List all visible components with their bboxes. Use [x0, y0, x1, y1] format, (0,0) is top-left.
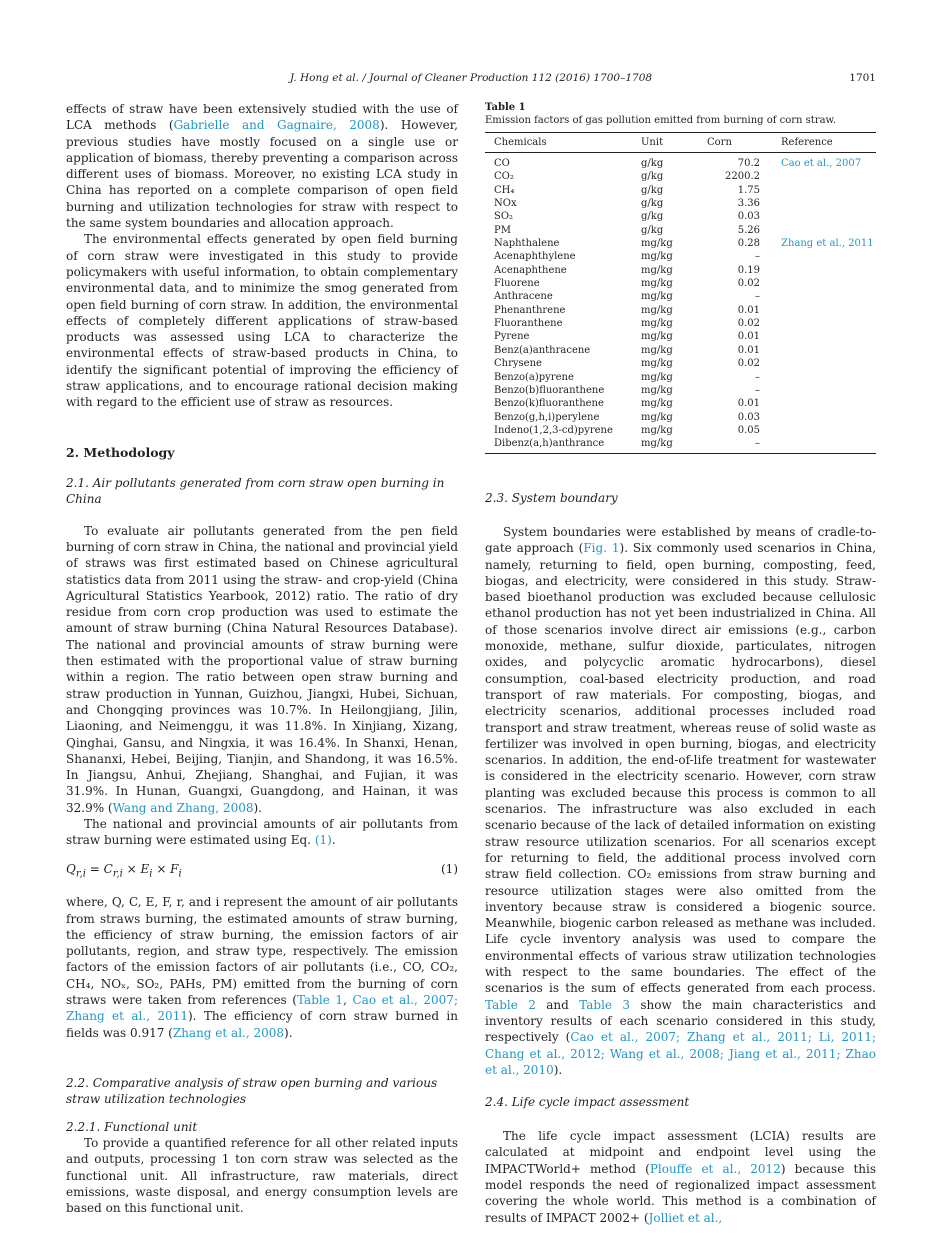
cell-unit: mg/kg	[641, 251, 673, 263]
cell-corn: 3.36	[737, 198, 760, 210]
cell-reference	[772, 384, 876, 397]
cell-corn: 0.01	[737, 304, 760, 316]
cell-reference	[772, 357, 876, 370]
cell-corn: 70.2	[737, 158, 760, 169]
cell-reference[interactable]: Cao et al., 2007	[781, 158, 862, 169]
cell-corn: 0.28	[737, 238, 760, 250]
section-heading: 2. Methodology	[66, 444, 175, 460]
citation-link[interactable]: Gabrielle and Gagnaire, 2008	[173, 118, 380, 133]
cell-reference	[772, 224, 876, 237]
cell-unit: g/kg	[641, 211, 664, 223]
paragraph: The national and provincial amounts of air pollutants from straw burning were estimated using Eq. (1).	[66, 816, 458, 848]
table-row	[485, 344, 876, 357]
equation-number: (1)	[441, 861, 458, 876]
table-row	[485, 397, 876, 410]
table-row	[485, 153, 876, 171]
table-title: Table 1	[485, 102, 526, 113]
cell-corn: 0.03	[737, 211, 760, 223]
cell-chemical: PM	[494, 224, 511, 236]
cell-reference	[772, 264, 876, 277]
cell-unit: g/kg	[641, 158, 664, 169]
journal-citation: J. Hong et al. / Journal of Cleaner Production 112 (2016) 1700–1708	[289, 72, 653, 84]
emission-factors-table	[485, 132, 876, 454]
cell-chemical: CO	[494, 158, 510, 169]
table-row	[485, 317, 876, 330]
table-row	[485, 357, 876, 370]
cell-unit: mg/kg	[641, 398, 673, 410]
cell-unit: g/kg	[641, 224, 664, 236]
cell-reference	[772, 170, 876, 183]
cell-corn: –	[755, 291, 760, 303]
table-row	[485, 197, 876, 210]
citation-link[interactable]: Wang and Zhang, 2008	[112, 800, 254, 815]
table-row	[485, 330, 876, 343]
table-caption: Emission factors of gas pollution emitted from burning of corn straw.	[485, 115, 837, 126]
cell-unit: mg/kg	[641, 424, 673, 436]
table-row	[485, 384, 876, 397]
table-row	[485, 184, 876, 197]
cell-corn: –	[698, 437, 772, 453]
cell-chemical: Benzo(a)pyrene	[494, 371, 574, 383]
cell-corn: 0.19	[737, 264, 760, 276]
cell-reference	[772, 317, 876, 330]
paragraph: where, Q, C, E, F, r, and i represent the amount of air pollutants from straws burning, the estimated amounts of straw burning, the efficiency of straw burning, the emission factors of air pollutants, region, and straw type, respectively. The emission factors of the emission factors of air pollutants (i.e., CO, CO₂, CH₄, NOₓ, SO₂, PAHs, PM) emitted from the burning of corn straws were taken from references (Table 1, Cao et al., 2007; Zhang et al., 2011). The efficiency of corn straw burned in fields was 0.917 (Zhang et al., 2008).	[66, 895, 458, 1040]
cell-unit: g/kg	[641, 184, 664, 196]
cell-reference	[772, 184, 876, 197]
subsection-heading: 2.4. Life cycle impact assessment	[485, 1095, 690, 1110]
cell-reference[interactable]: Zhang et al., 2011	[781, 238, 874, 250]
cell-reference	[772, 411, 876, 424]
cell-chemical: Dibenz(a,h)anthrance	[485, 437, 632, 453]
cell-corn: –	[755, 251, 760, 263]
cell-corn: 0.01	[737, 344, 760, 356]
cell-chemical: Benzo(b)fluoranthene	[494, 384, 605, 396]
table-row	[485, 224, 876, 237]
table-row	[485, 437, 876, 453]
paragraph: To evaluate air pollutants generated from the pen field burning of corn straw in China, the national and provincial yield of straws was first estimated based on Chinese agricultural statistics data from 2011 using the straw- and crop-yield (China Agricultural Statistics Yearbook, 2012) ratio. The ratio of dry residue from corn crop production was used to estimate the amount of straw burning (China Natural Resources Database). The national and provincial amounts of straw burning were then estimated with the proportional value of straw burning within a region. The ratio between open straw burning and straw production in Yunnan, Guizhou, Jiangxi, Hubei, Sichuan, and Chongqing provinces was 10.7%. In Heilongjiang, Jilin, Liaoning, and Neimenggu, it was 11.8%. In Xinjiang, Xizang, Qinghai, Gansu, and Ningxia, it was 16.4%. In Shanxi, Henan, Shananxi, Hebei, Beijing, Tianjin, and Shandong, it was 16.5%. In Jiangsu, Anhui, Zhejiang, Shanghai, and Fujian, it was 31.9%. In Hunan, Guangxi, Guangdong, and Hainan, it was 32.9% (Wang and Zhang, 2008).	[66, 523, 458, 815]
page-number: 1701	[849, 72, 876, 84]
cell-chemical: Anthracene	[494, 291, 553, 303]
paragraph: System boundaries were established by means of cradle-to-gate approach (Fig. 1). Six commonly used scenarios in China, namely, returning to field, open burning, composting, feed, biogas, and electricity, were considered in this study. Straw-based bioethanol production was excluded because cellulosic ethanol production has not yet been industrialized in China. All of those scenarios involve direct air emissions (e.g., carbon monoxide, methane, sulfur dioxide, particulates, nitrogen oxides, and polycyclic aromatic hydrocarbons), diesel consumption, coal-based electricity production, and road transport of raw materials. For composting, biogas, and electricity scenarios, additional processes included road transport and straw treatment, whereas reuse of solid waste as fertilizer was involved in open burning, biogas, and electricity scenarios. In addition, the end-of-life treatment for wastewater is considered in the electricity scenario. However, corn straw planting was excluded because this process is common to all scenarios. The infrastructure was also excluded in each scenario because of the lack of detailed information on existing straw resource utilization scenarios. For all scenarios except for returning to field, the additional process involved corn straw field collection. CO₂ emissions from straw burning and resource utilization stages were also omitted from the inventory because straw is considered a biogenic source. Meanwhile, biogenic carbon released as methane was included. Life cycle inventory analysis was used to compare the environmental effects of various straw utilization technologies with respect to the same boundaries. The effect of the scenarios is the sum of effects generated from each process. Table 2 and Table 3 show the main characteristics and inventory results of each scenario considered in this study, respectively (Cao et al., 2007; Zhang et al., 2011; Li, 2011; Chang et al., 2012; Wang et al., 2008; Jiang et al., 2011; Zhao et al., 2010).	[485, 525, 877, 1077]
cell-chemical: Naphthalene	[494, 238, 560, 250]
cell-corn: 0.02	[737, 278, 760, 290]
subsubsection-heading: 2.2.1. Functional unit	[66, 1119, 198, 1134]
paragraph: The life cycle impact assessment (LCIA) results are calculated at midpoint and endpoint level using the IMPACTWorld+ method (Plouffe et al., 2012) because this model responds the need of regionalized impact assessment covering the whole world. This method is a combination of results of IMPACT 2002+ (Jolliet et al.,	[485, 1129, 876, 1225]
subsection-heading: 2.1. Air pollutants generated from corn straw open burning in China	[66, 475, 445, 506]
table-1	[485, 101, 876, 454]
table-row	[485, 264, 876, 277]
cell-chemical: Fluorene	[494, 278, 540, 290]
table-row	[485, 424, 876, 437]
equation-link[interactable]: (1)	[314, 833, 332, 848]
paragraph: effects of straw have been extensively studied with the use of LCA methods (Gabrielle and Gagnaire, 2008). However, previous studies have mostly focused on a single use or application of biomass, thereby preventing a comparison across different uses of biomass. Moreover, no existing LCA study in China has reported on a complete comparison of open field burning and utilization technologies for straw with respect to the same system boundaries and allocation approach.	[66, 102, 458, 231]
cell-reference	[772, 197, 876, 210]
cell-reference	[772, 397, 876, 410]
cell-reference	[772, 290, 876, 303]
citation-link[interactable]: Cao et al., 2007; Zhang et al., 2011; Li, 2011; Chang et al., 2012; Wang et al., 2008; Jiang et al., 2011; Zhao et al., 2010	[485, 1030, 876, 1077]
column-header: Chemicals	[485, 133, 632, 153]
cell-reference	[772, 330, 876, 343]
cell-unit: g/kg	[641, 198, 664, 210]
cell-unit: mg/kg	[641, 291, 673, 303]
table-row	[485, 210, 876, 223]
citation-link[interactable]: Cao et al., 2007; Zhang et al., 2011	[66, 993, 458, 1024]
table-link[interactable]: Table 3	[579, 997, 631, 1012]
table-row	[485, 411, 876, 424]
cell-chemical: CH₄	[494, 184, 515, 196]
paragraph: The environmental effects generated by open field burning of corn straw were investigated in this study to provide policymakers with useful information, to obtain complementary environmental data, and to minimize the smog generated from open field burning of corn straw. In addition, the environmental effects of completely different applications of straw-based products was assessed using LCA to characterize the environmental effects of straw-based products in China, to identify the significant potential of improving the efficiency of straw applications, and to encourage rational decision making with regard to the efficient use of straw as resources.	[66, 232, 458, 410]
table-row	[485, 170, 876, 183]
cell-chemical: Fluoranthene	[494, 318, 563, 330]
cell-reference	[772, 277, 876, 290]
table-row	[485, 304, 876, 317]
cell-corn: 2200.2	[725, 171, 760, 183]
cell-chemical: Benzo(g,h,i)perylene	[494, 411, 600, 423]
cell-unit: mg/kg	[641, 278, 673, 290]
cell-chemical: Phenanthrene	[494, 304, 566, 316]
cell-reference	[772, 424, 876, 437]
column-header: Unit	[632, 133, 698, 153]
cell-unit: mg/kg	[632, 437, 698, 453]
cell-chemical: Chrysene	[494, 358, 542, 370]
cell-unit: mg/kg	[641, 264, 673, 276]
cell-chemical: CO₂	[494, 171, 514, 183]
cell-unit: mg/kg	[641, 358, 673, 370]
cell-reference	[772, 304, 876, 317]
column-header: Corn	[698, 133, 772, 153]
cell-unit: mg/kg	[641, 331, 673, 343]
equation-formula: $Q_{r,i} = C_{r,i} \times E_i \times F_i$	[66, 861, 182, 879]
table-row	[485, 250, 876, 263]
cell-chemical: Pyrene	[494, 331, 530, 343]
cell-reference	[772, 250, 876, 263]
cell-reference	[772, 344, 876, 357]
cell-unit: mg/kg	[641, 304, 673, 316]
cell-corn: 0.01	[737, 398, 760, 410]
subsection-heading: 2.2. Comparative analysis of straw open burning and various straw utilization technologies	[66, 1075, 438, 1106]
table-row	[485, 277, 876, 290]
cell-corn: 0.05	[737, 424, 760, 436]
cell-unit: mg/kg	[641, 344, 673, 356]
cell-reference	[772, 437, 876, 453]
citation-link[interactable]: Zhang et al., 2008	[172, 1025, 285, 1040]
cell-corn: 0.01	[737, 331, 760, 343]
cell-corn: 1.75	[737, 184, 760, 196]
cell-unit: mg/kg	[641, 318, 673, 330]
cell-unit: mg/kg	[641, 384, 673, 396]
table-row	[485, 290, 876, 303]
cell-unit: mg/kg	[641, 238, 673, 250]
equation-1	[66, 861, 458, 883]
citation-link[interactable]: Jolliet et al.,	[648, 1210, 723, 1225]
cell-chemical: Benzo(k)fluoranthene	[494, 398, 604, 410]
table-body	[485, 153, 876, 454]
table-header-row	[485, 133, 876, 153]
cell-reference	[772, 371, 876, 384]
figure-link[interactable]: Fig. 1	[583, 541, 620, 556]
cell-unit: g/kg	[641, 171, 664, 183]
left-column	[66, 101, 458, 1216]
cell-chemical: Acenaphthene	[494, 264, 567, 276]
cell-chemical: SO₂	[494, 211, 514, 223]
cell-corn: 5.26	[737, 224, 760, 236]
column-header: Reference	[772, 133, 876, 153]
cell-chemical: Benz(a)anthracene	[494, 344, 591, 356]
table-row	[485, 237, 876, 250]
cell-unit: mg/kg	[641, 371, 673, 383]
cell-chemical: Indeno(1,2,3-cd)pyrene	[494, 424, 613, 436]
cell-chemical: NOx	[494, 198, 517, 210]
cell-chemical: Acenaphthylene	[494, 251, 576, 263]
running-header	[66, 72, 876, 88]
citation-link[interactable]: Plouffe et al., 2012	[649, 1161, 781, 1176]
paragraph: To provide a quantified reference for all other related inputs and outputs, processing 1 ton corn straw was selected as the functional unit. All infrastructure, raw materials, direct emissions, waste disposal, and energy consumption levels are based on this functional unit.	[66, 1135, 458, 1216]
table-link[interactable]: Table 1	[296, 993, 344, 1008]
right-column	[485, 490, 876, 1226]
subsection-heading: 2.3. System boundary	[485, 491, 618, 505]
table-row	[485, 371, 876, 384]
table-link[interactable]: Table 2	[485, 997, 536, 1012]
cell-corn: 0.02	[737, 358, 760, 370]
cell-corn: –	[755, 384, 760, 396]
cell-corn: 0.03	[737, 411, 760, 423]
cell-corn: –	[755, 371, 760, 383]
cell-reference	[772, 210, 876, 223]
cell-unit: mg/kg	[641, 411, 673, 423]
cell-corn: 0.02	[737, 318, 760, 330]
